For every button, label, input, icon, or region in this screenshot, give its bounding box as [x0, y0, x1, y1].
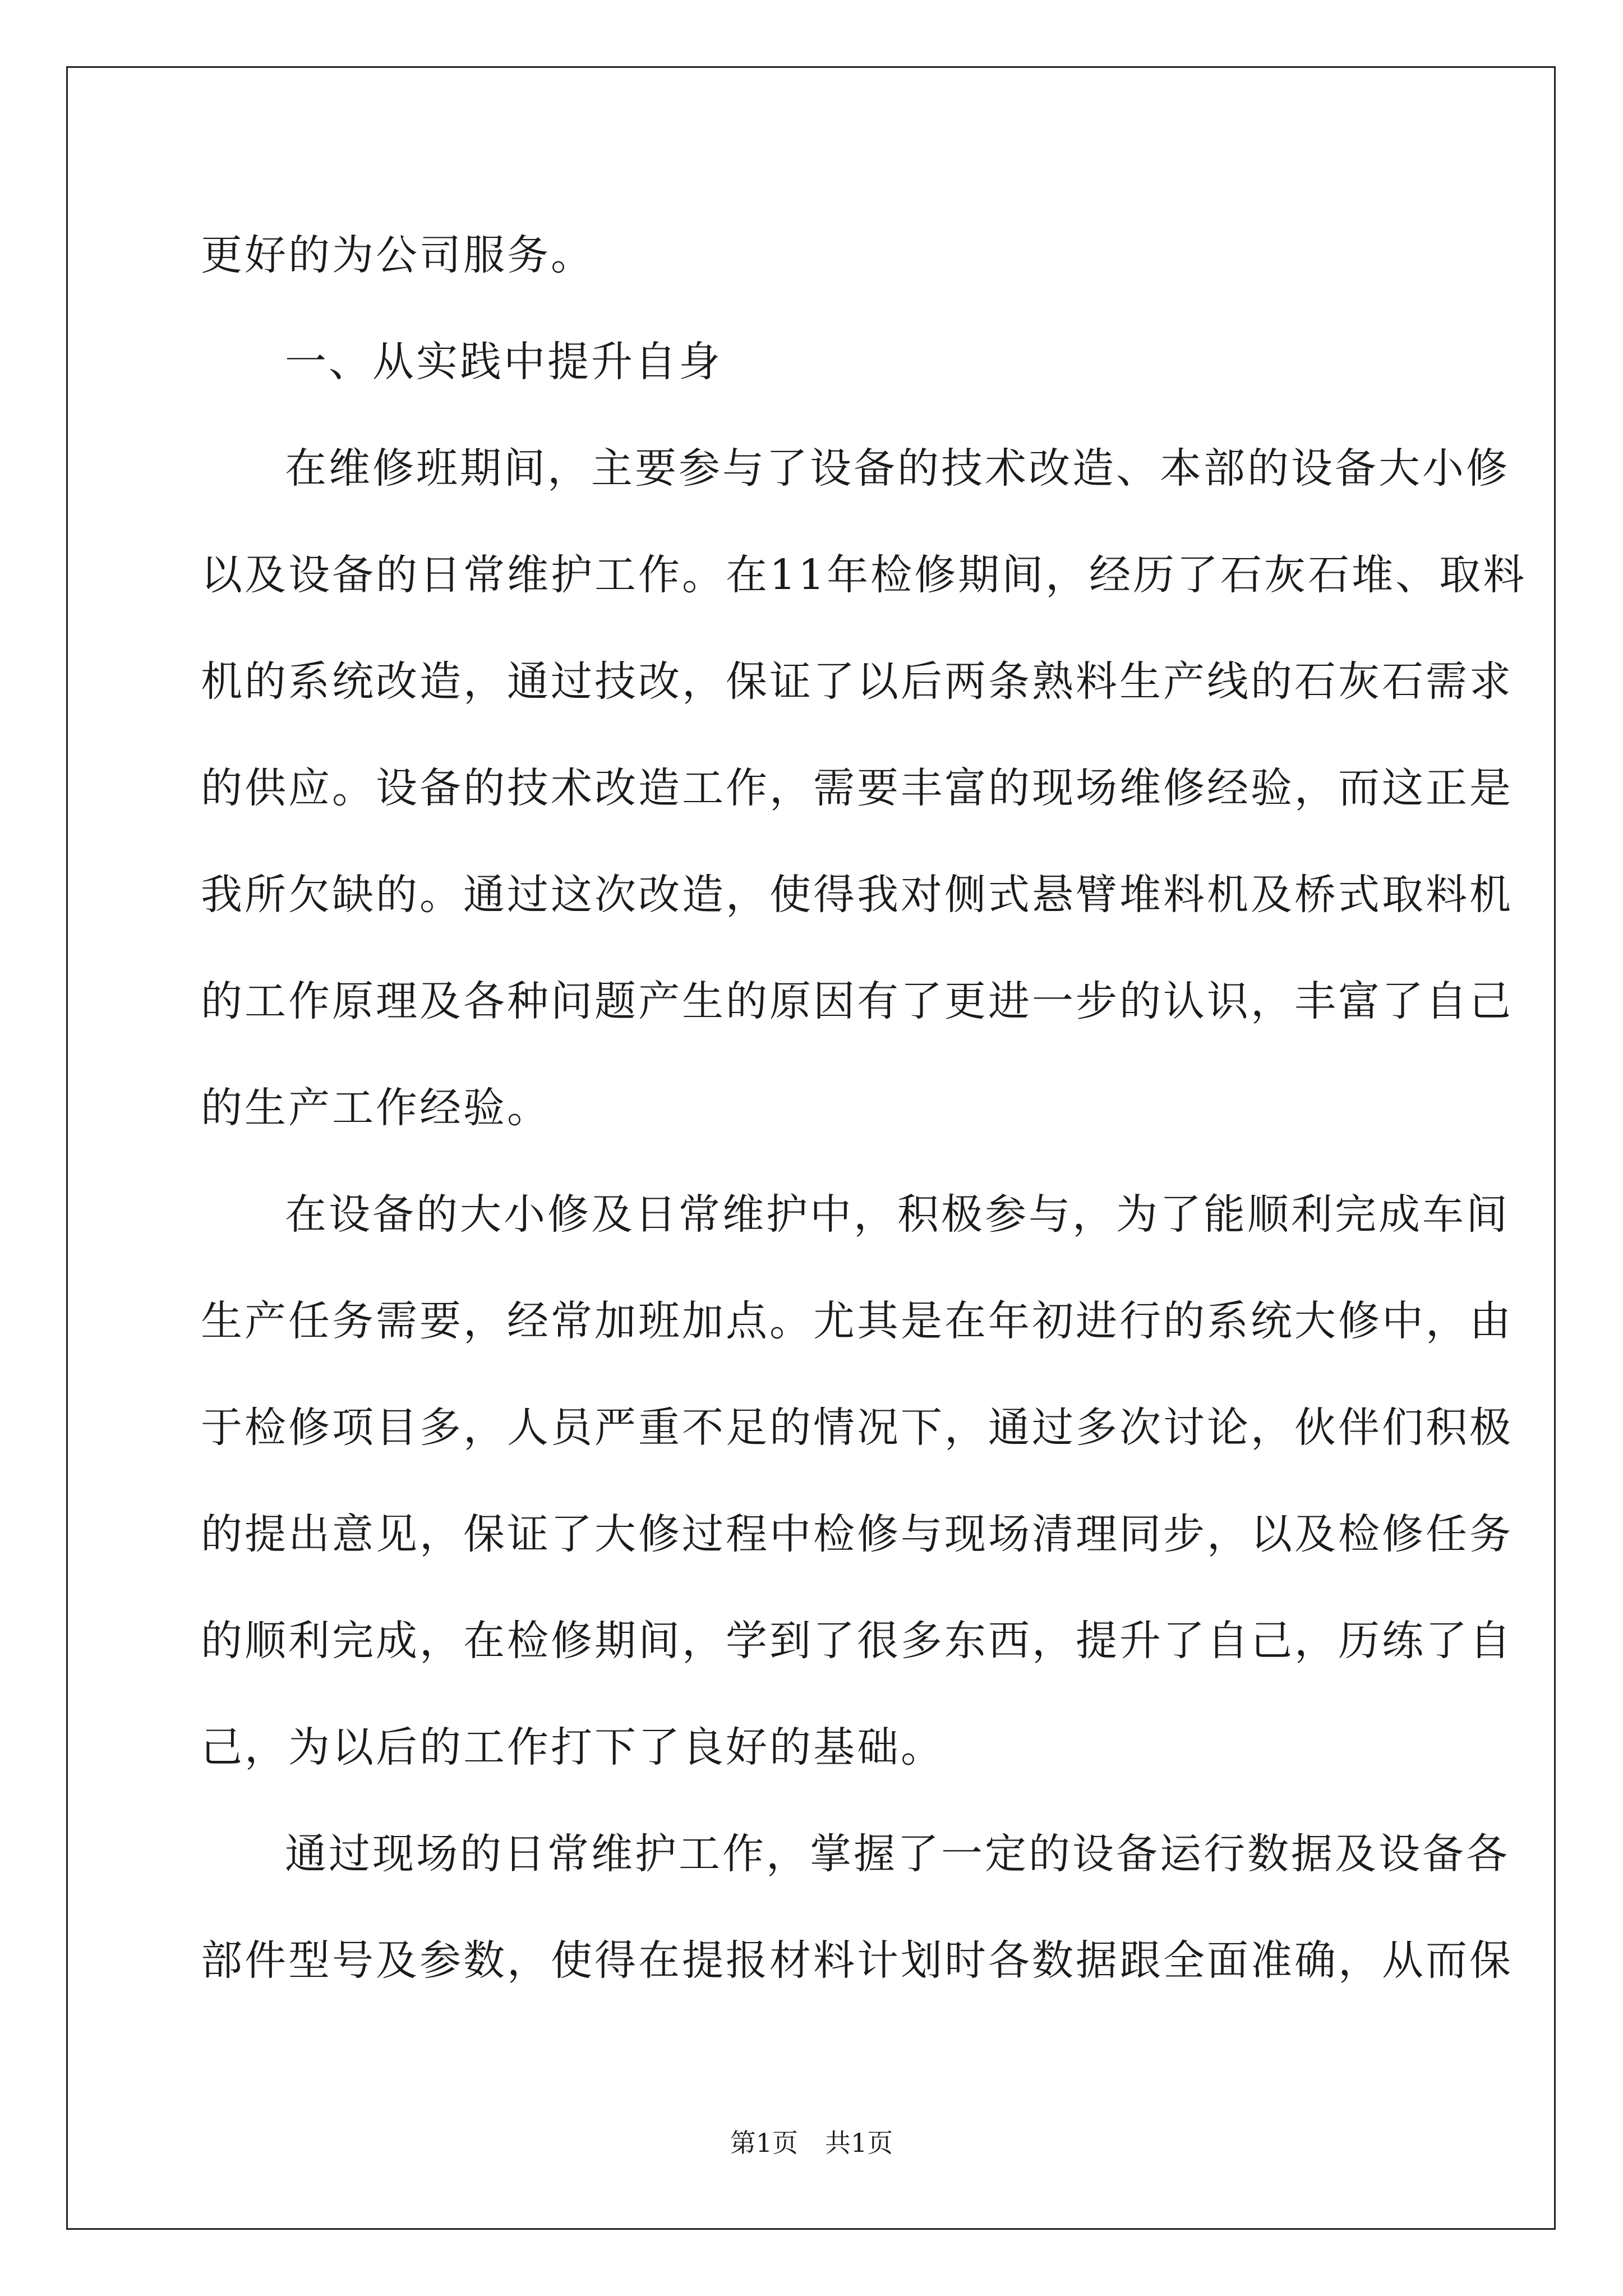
- page-footer: [0, 2126, 1623, 2160]
- text-line: 部件型号及参数，使得在提报材料计划时各数据跟全面准确，从而保: [201, 1936, 1513, 1985]
- text-line: 的顺利完成，在检修期间，学到了很多东西，提升了自己，历练了自: [201, 1617, 1513, 1665]
- text-line: 的生产工作经验。: [201, 1084, 551, 1132]
- page-number-current: 第1页: [730, 2128, 798, 2158]
- text-line: 以及设备的日常维护工作。在11年检修期间，经历了石灰石堆、取料: [201, 551, 1527, 599]
- page-number-total: 共1页: [825, 2128, 893, 2158]
- text-line: 通过现场的日常维护工作，掌握了一定的设备运行数据及设备各: [285, 1830, 1510, 1878]
- text-line: 于检修项目多，人员严重不足的情况下，通过多次讨论，伙伴们积极: [201, 1404, 1513, 1452]
- text-line: 机的系统改造，通过技改，保证了以后两条熟料生产线的石灰石需求: [201, 657, 1513, 706]
- text-line: 己，为以后的工作打下了良好的基础。: [201, 1723, 944, 1772]
- text-line: 的供应。设备的技术改造工作，需要丰富的现场维修经验，而这正是: [201, 764, 1513, 812]
- document-body: [201, 202, 1527, 2014]
- text-line: 生产任务需要，经常加班加点。尤其是在年初进行的系统大修中，由: [201, 1297, 1513, 1345]
- text-line: 更好的为公司服务。: [201, 231, 594, 279]
- text-line: 在维修班期间，主要参与了设备的技术改造、本部的设备大小修: [285, 444, 1510, 493]
- text-line: 在设备的大小修及日常维护中，积极参与，为了能顺利完成车间: [285, 1190, 1510, 1239]
- text-line: 的工作原理及各种问题产生的原因有了更进一步的认识，丰富了自己: [201, 977, 1513, 1025]
- text-line: 一、从实践中提升自身: [285, 338, 722, 386]
- text-line: 我所欠缺的。通过这次改造，使得我对侧式悬臂堆料机及桥式取料机: [201, 871, 1513, 919]
- text-line: 的提出意见，保证了大修过程中检修与现场清理同步，以及检修任务: [201, 1510, 1513, 1558]
